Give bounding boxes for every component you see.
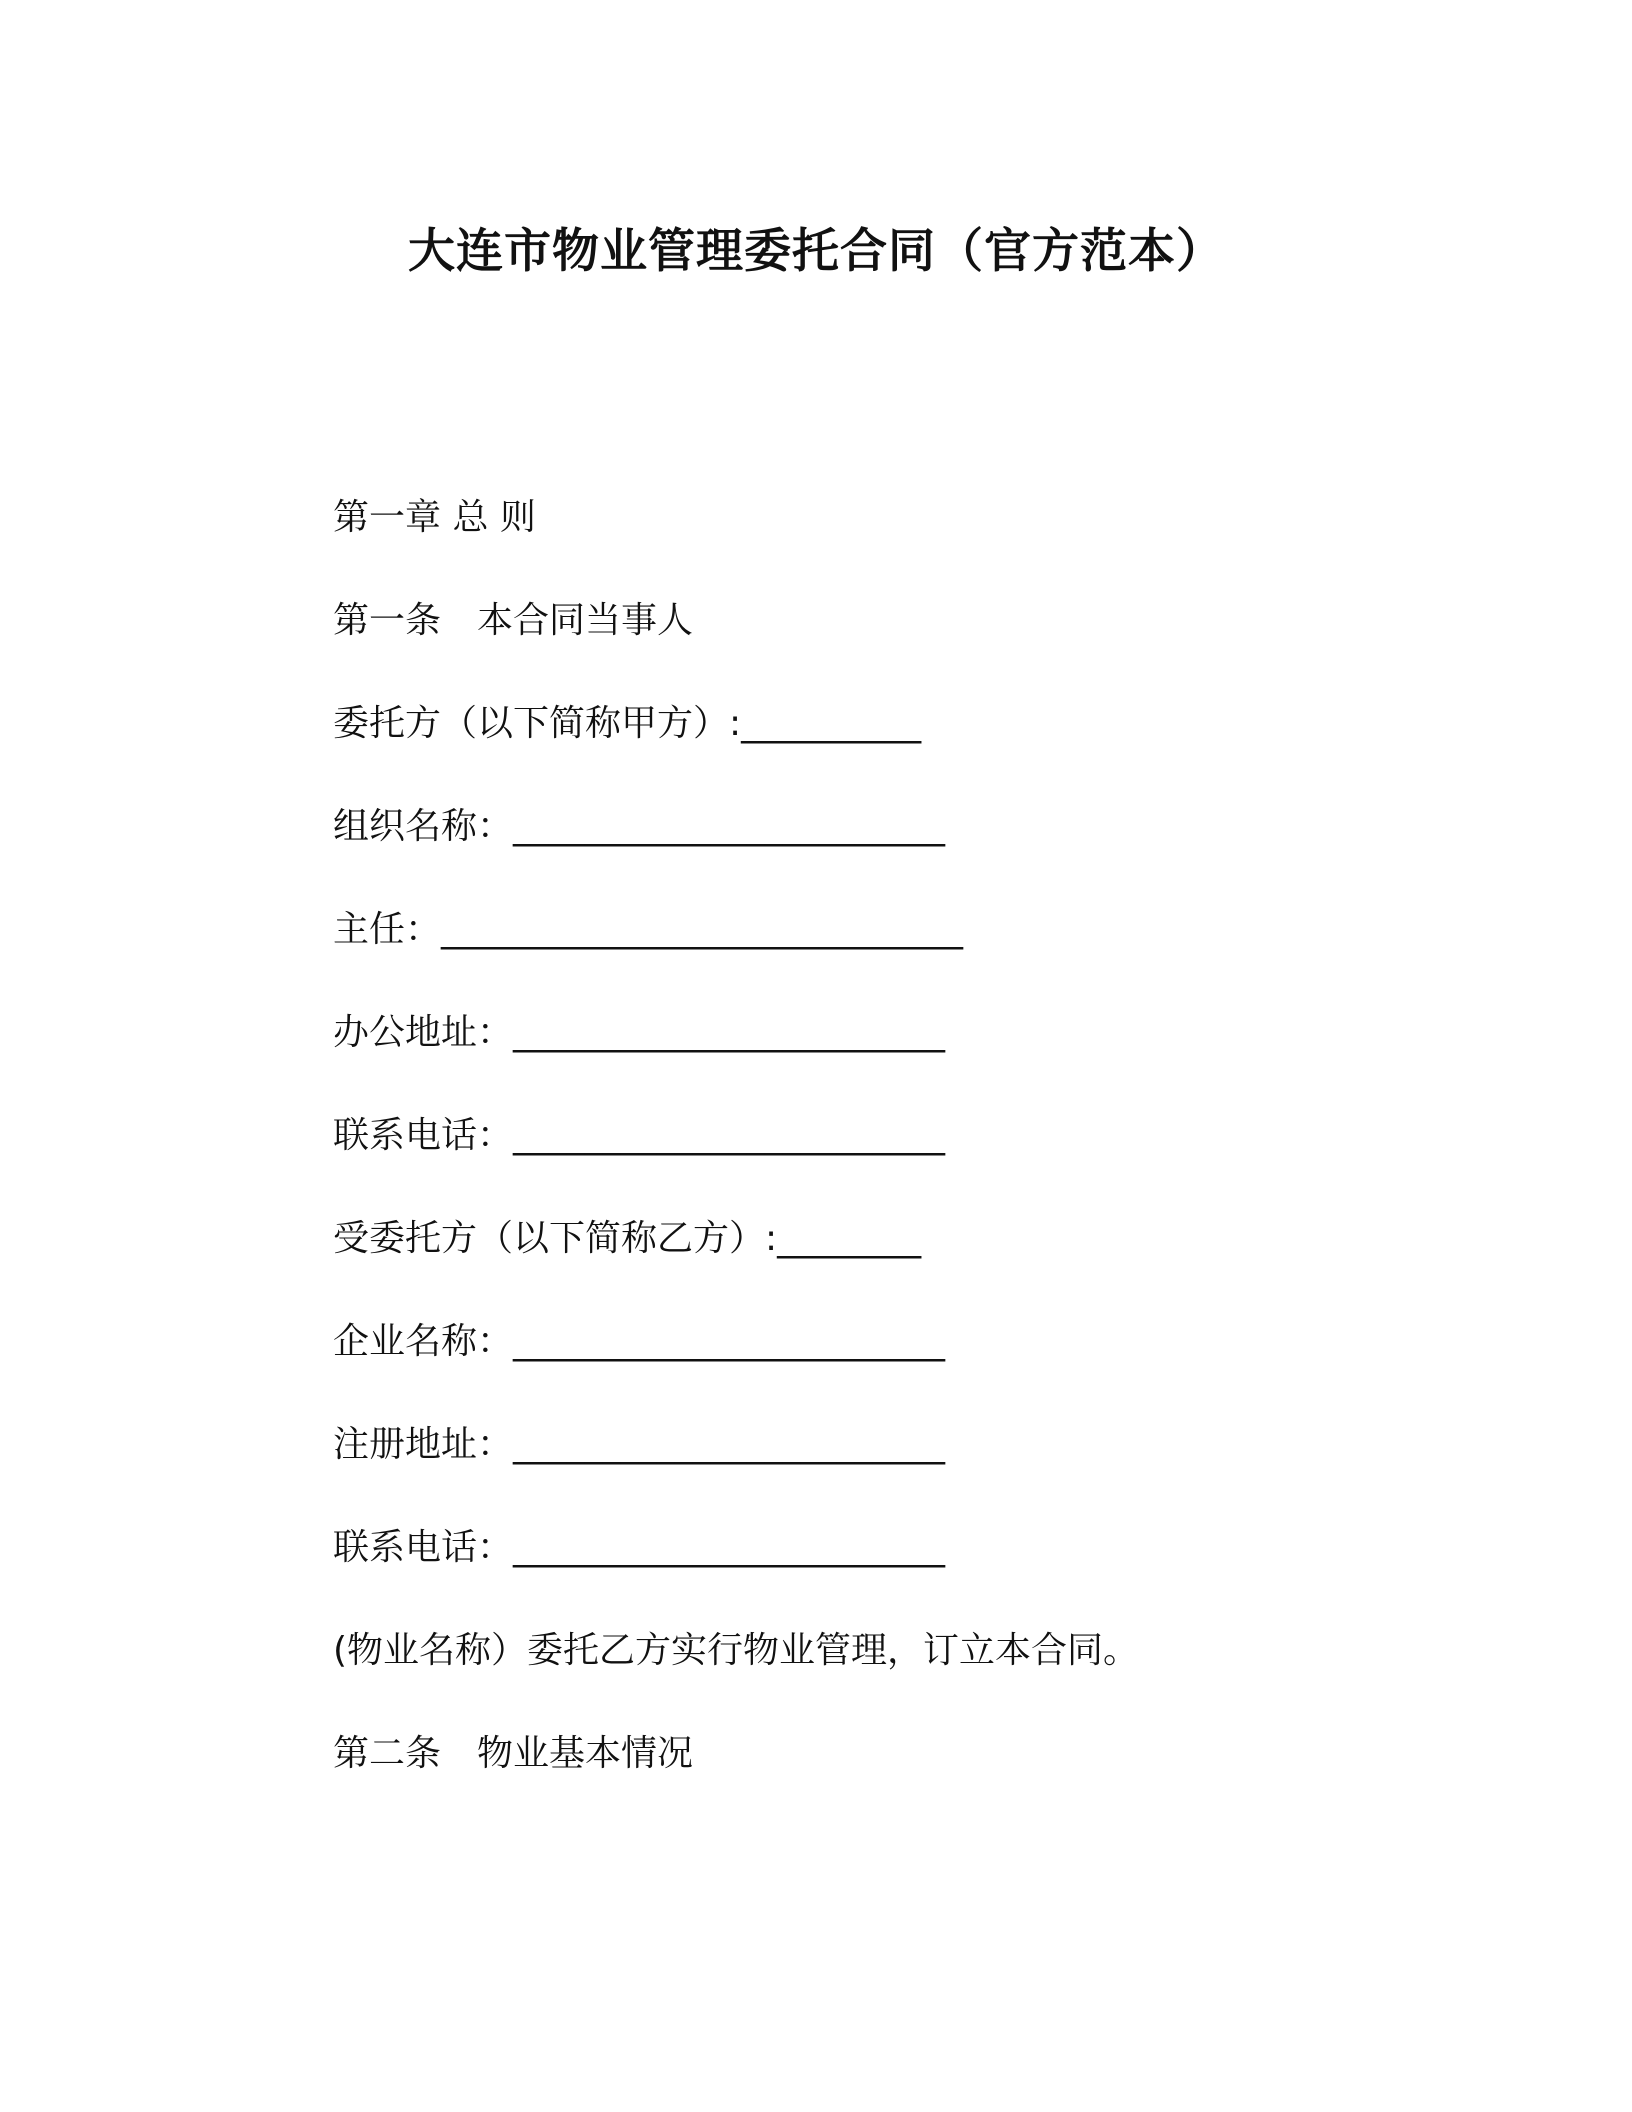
registered-address-field: 注册地址：________________________ xyxy=(333,1424,946,1465)
party-b-label: 受委托方（以下简称乙方）:________ xyxy=(333,1218,922,1259)
office-address-field: 办公地址：________________________ xyxy=(333,1012,946,1053)
document-title: 大连市物业管理委托合同（官方范本） xyxy=(408,224,1224,279)
chapter-heading: 第一章 总 则 xyxy=(333,497,536,538)
company-name-field: 企业名称：________________________ xyxy=(333,1321,946,1362)
director-field: 主任：_____________________________ xyxy=(333,909,964,950)
article-heading: 第二条 物业基本情况 xyxy=(333,1733,694,1774)
party-b-phone-field: 联系电话：________________________ xyxy=(333,1527,946,1568)
article-heading: 第一条 本合同当事人 xyxy=(333,600,694,641)
organization-name-field: 组织名称：________________________ xyxy=(333,806,946,847)
contract-statement: (物业名称）委托乙方实行物业管理，订立本合同。 xyxy=(333,1630,1140,1671)
party-a-phone-field: 联系电话：________________________ xyxy=(333,1115,946,1156)
party-a-label: 委托方（以下简称甲方）:__________ xyxy=(333,703,922,744)
